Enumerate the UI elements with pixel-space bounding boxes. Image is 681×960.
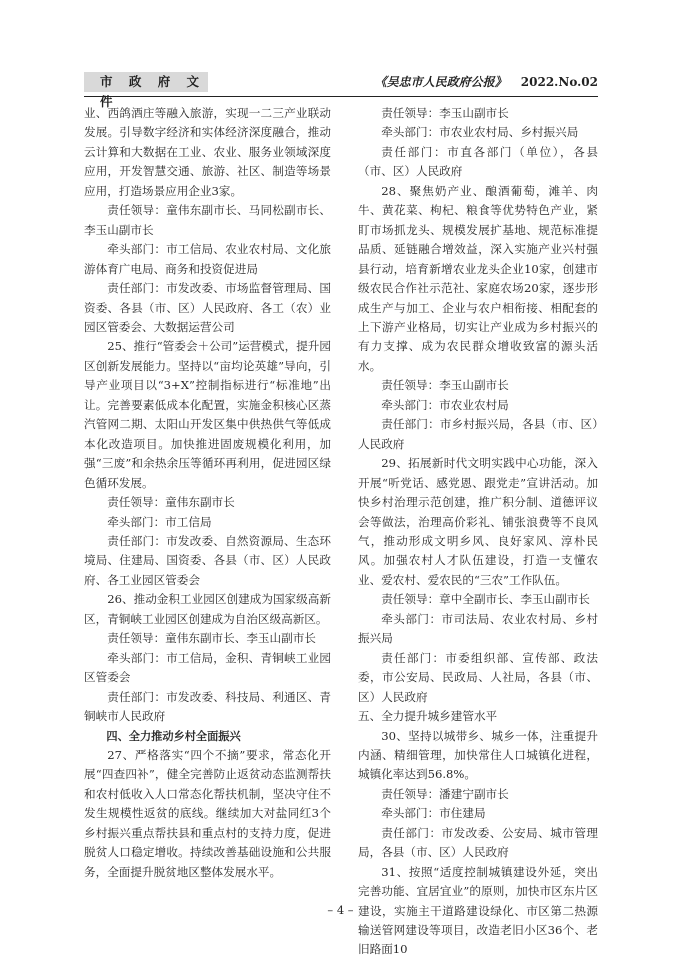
paragraph: 责任部门：市乡村振兴局，各县（市、区）人民政府 (358, 417, 598, 451)
paragraph: 牵头部门：市住建局 (381, 806, 486, 821)
paragraph: 责任领导：潘建宁副市长 (381, 786, 509, 801)
paragraph: 业、西鸽酒庄等融入旅游，实现一二三产业联动发展。引导数字经济和实体经济深度融合，推动云计算和大数据在工业、农业、服务业领域深度应用，开发智慧交通、旅游、社区、制造等场景应用，打造场景应用企业3家。 (84, 106, 331, 198)
paragraph: 牵头部门：市农业农村局、乡村振兴局 (381, 125, 579, 140)
paragraph: 牵头部门：市工信局，金积、青铜峡工业园区管委会 (84, 650, 331, 685)
paragraph: 牵头部门：市农业农村局 (381, 397, 509, 412)
paragraph: 责任领导：童伟东副市长、马同松副市长、李玉山副市长 (84, 203, 331, 237)
paragraph: 牵头部门：市工信局 (107, 514, 212, 529)
paragraph: 31、按照“适度控制城镇建设外延，突出完善功能、宜居宜业”的原则，加快市区东片区建设，实施主干道路建设绿化、市区第二热源输送管网建设等项目，改造老旧小区36个、老旧路面10 (358, 864, 598, 957)
header-rule (84, 96, 598, 97)
paragraph: 责任领导：李玉山副市长 (381, 378, 509, 393)
paragraph: 牵头部门：市工信局、农业农村局、文化旅游体育广电局、商务和投资促进局 (84, 242, 331, 276)
issue-number: 2022.No.02 (520, 75, 598, 89)
section-heading: 四、全力推动乡村全面振兴 (106, 729, 241, 743)
section-label: 市 政 府 文 件 (84, 72, 208, 92)
paragraph: 28、聚焦奶产业、酿酒葡萄，滩羊、肉牛、黄花菜、枸杞、粮食等优势特色产业，紧盯市场抓龙头、规模发展扩基地、规范标准提品质、延链融合增效益，深入实施产业兴村强县行动，培育新增农业龙头企业10家，创建市级农民合作社示范社、家庭农场20家，逐步形成生产与加工、企业与农户相衔接、相配套的上下游产业格局，切实让产业成为乡村振兴的有力支撑、成为农民群众增收致富的源头活水。 (358, 183, 598, 373)
paragraph: 责任部门：市发改委、自然资源局、生态环境局、住建局、国资委、各县（市、区）人民政府、各工业园区管委会 (84, 533, 331, 587)
paragraph: 责任领导：童伟东副市长、李玉山副市长 (107, 631, 316, 646)
paragraph: 责任部门：市直各部门（单位），各县（市、区）人民政府 (358, 144, 598, 179)
page-number: – 4 – (327, 903, 354, 917)
paragraph: 26、推动金积工业园区创建成为国家级高新区，青铜峡工业园区创建成为自治区级高新区。 (84, 592, 331, 626)
paragraph: 25、推行“管委会＋公司”运营模式，提升园区创新发展能力。坚持以“亩均论英雄”导向，引导产业项目以“3+X”控制指标进行“标准地”出让。完善要素低成本化配置，实施金积核心区蒸汽管网二期、太阳山开发区集中供热供气等低成本化改造项目。加快推进固废规模化利用，加强“三废”和余热余压等循环再利用，促进园区绿色循环发展。 (84, 339, 331, 490)
paragraph: 责任领导：童伟东副市长 (107, 495, 235, 510)
paragraph: 27、严格落实“四个不摘”要求，常态化开展“四查四补”，健全完善防止返贫动态监测帮扶和农村低收入人口常态化帮扶机制，坚决守住不发生规模性返贫的底线。继续加大对盐同红3个乡村振兴重点帮扶县和重点村的支持力度，促进脱贫人口稳定增收。持续改善基础设施和公共服务，全面提升脱贫地区整体发展水平。 (84, 747, 331, 879)
journal-header (375, 72, 598, 92)
paragraph: 责任领导：李玉山副市长 (381, 106, 509, 120)
paragraph: 责任部门：市委组织部、宣传部、政法委，市公安局、民政局、人社局，各县（市、区）人民政府 (358, 650, 598, 704)
section-heading: 五、全力提升城乡建管水平 (358, 709, 498, 724)
journal-title: 《吴忠市人民政府公报》 (374, 75, 507, 89)
paragraph: 责任部门：市发改委、科技局、利通区、青铜峡市人民政府 (84, 689, 331, 724)
right-column (358, 104, 598, 960)
left-column (84, 104, 331, 882)
paragraph: 29、拓展新时代文明实践中心功能，深入开展“听党话、感党恩、跟党走”宣讲活动。加快乡村治理示范创建，推广积分制、道德评议会等做法，治理高价彩礼、铺张浪费等不良风气，推动形成文明乡风、良好家风、淳朴民风。加强农村人才队伍建设，打造一支懂农业、爱农村、爱农民的“三农”工作队伍。 (358, 456, 598, 587)
paragraph: 牵头部门：市司法局、农业农村局、乡村振兴局 (358, 611, 598, 646)
paragraph: 责任部门：市发改委、公安局、城市管理局，各县（市、区）人民政府 (358, 825, 598, 860)
paragraph: 30、坚持以城带乡、城乡一体，注重提升内涵、精细管理，加快常住人口城镇化进程，城镇化率达到56.8%。 (358, 728, 598, 782)
paragraph: 责任领导：章中全副市长、李玉山副市长 (381, 592, 590, 607)
paragraph: 责任部门：市发改委、市场监督管理局、国资委、各县（市、区）人民政府、各工（农）业园区管委会、大数据运营公司 (84, 281, 331, 334)
